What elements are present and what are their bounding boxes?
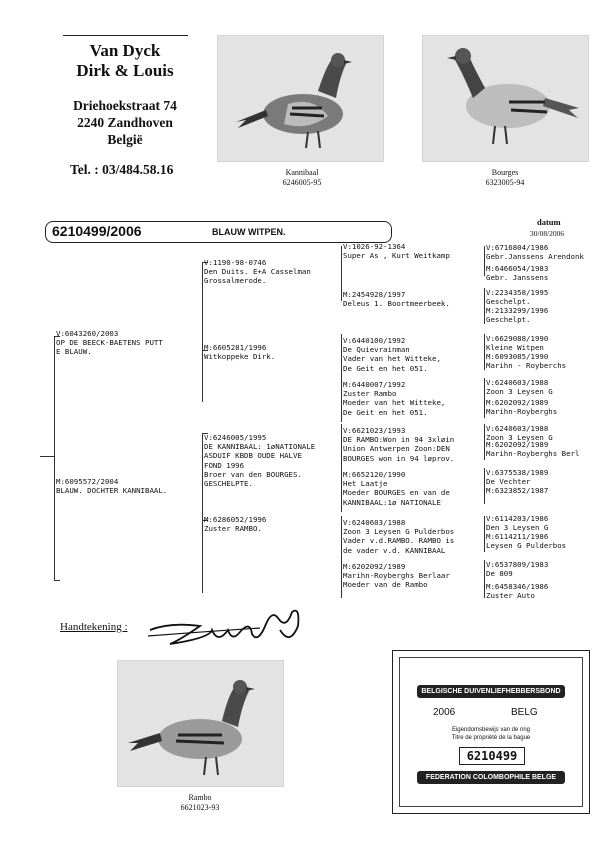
entry-ring: 6629088/1990 [494, 334, 549, 343]
entry-line: De 809 [486, 569, 513, 579]
gen4-entry [486, 378, 553, 396]
breeder-name-line2: Dirk & Louis [76, 61, 174, 80]
entry-tag: V: [486, 424, 495, 433]
grandsire-maternal-entry [204, 433, 315, 488]
gen4-entry [486, 582, 548, 600]
entry-line: Zoon 3 Leysen G Pulderbos [343, 527, 455, 537]
entry-line: Het Laatje [343, 479, 388, 489]
entry-line: Broer van den BOURGES. [204, 469, 302, 479]
entry-ring: 6440100/1992 [351, 336, 406, 345]
dam-ring: 6095572/2004 [64, 477, 119, 486]
entry-line: Union Antwerpen Zoon:DEN [343, 444, 450, 454]
entry-line: De Geit en het 051. [343, 407, 428, 417]
entry-line: FOND 1996 [204, 460, 245, 470]
mother-name: Bourges [491, 168, 519, 177]
entry-line: Den Duits. E+A Casselman [204, 267, 311, 277]
entry-ring: 2133299/1996 [494, 306, 549, 315]
entry-line: De Vechter [486, 477, 531, 487]
datum-value: 30/08/2006 [530, 229, 565, 238]
entry-tag: M: [343, 470, 352, 479]
seal-year: 2006 [433, 707, 456, 718]
gen3-entry [343, 242, 450, 260]
entry-line: De Quievrainman [343, 345, 410, 355]
entry-ring: 6240603/1988 [494, 378, 549, 387]
entry-ring: 6537809/1983 [494, 560, 549, 569]
entry-ring: 1026-92-1364 [351, 242, 406, 251]
entry-line: Moeder BOURGES en van de [343, 488, 450, 498]
entry-line: Marihn - Royberchs [486, 361, 567, 371]
entry-line: Marihn-Royberghs Berlaar [343, 571, 450, 581]
entry-ring: 1190-98-0746 [212, 258, 267, 267]
entry-line: Marihn-Royberghs Berl [486, 449, 580, 459]
entry-line: ASDUIF KBDB OUDE HALVE [204, 451, 302, 461]
entry-ring: 6323852/1987 [494, 486, 549, 495]
gen4-entry [486, 264, 548, 282]
entry-tag: M: [486, 306, 495, 315]
entry-tag: M: [343, 380, 352, 389]
pigeon-icon [218, 36, 383, 161]
entry-line: Marihn-Royberghs [486, 407, 558, 417]
pigeon-icon [118, 661, 283, 786]
datum-label: datum [537, 217, 561, 227]
entry-tag: V: [343, 242, 352, 251]
gen4-entry [486, 514, 548, 532]
entry-tag: V: [486, 288, 495, 297]
granddam-maternal-entry [204, 515, 266, 533]
entry-line: Gebr.Janssens Arendonk [486, 252, 584, 262]
entry-ring: 6114203/1986 [494, 514, 549, 523]
entry-line: De Geit en het 051. [343, 363, 428, 373]
entry-line: Vader v.d.RAMBO. RAMBO is [343, 536, 455, 546]
entry-line: Zoon 3 Leysen G [486, 387, 553, 397]
entry-line: Moeder van de Rambo [343, 580, 428, 590]
entry-tag: M: [486, 486, 495, 495]
entry-ring: 6375538/1989 [494, 468, 549, 477]
seal-bottom-banner: FEDERATION COLOMBOPHILE BELGE [417, 771, 565, 784]
mother-ring: 6323005-94 [485, 178, 525, 187]
entry-ring: 6246005/1995 [212, 433, 267, 442]
entry-line: de vader v.d. KANNIBAAL [343, 545, 446, 555]
entry-line: GESCHELPTE. [204, 479, 253, 489]
father-name: Kannibaal [285, 168, 319, 177]
entry-line: KANNIBAAL:1ø NATIONALE [343, 497, 441, 507]
entry-line: Gebr. Janssens [486, 273, 549, 283]
address-street: Driehoekstraat 74 [73, 98, 177, 113]
gen4-entry [486, 398, 557, 416]
gen3-entry [343, 562, 450, 590]
gen4-entry [486, 243, 584, 261]
address-city: 2240 Zandhoven [77, 115, 173, 130]
entry-tag: M: [486, 352, 495, 361]
entry-ring: 6240603/1988 [351, 518, 406, 527]
entry-line: Geschelpt. [486, 315, 531, 325]
entry-tag: V: [486, 334, 495, 343]
seal-line2: Titre de propriété de la bague [451, 735, 531, 741]
entry-tag: V: [204, 433, 213, 442]
entry-tag: V: [204, 258, 213, 267]
seal-top-banner: BELGISCHE DUIVENLIEFHEBBERSBOND [417, 685, 565, 698]
granddam-paternal-entry [204, 343, 275, 361]
entry-tag: V: [486, 514, 495, 523]
extra-caption [165, 793, 235, 813]
gen4-entry [486, 288, 548, 306]
dam-tag: M: [56, 477, 65, 486]
entry-tag: V: [343, 426, 352, 435]
sire-entry [56, 329, 163, 357]
entry-ring: 6240603/1988 [494, 424, 549, 433]
entry-line: DE KANNIBAAL: 1øNATIONALE [204, 442, 316, 452]
entry-tag: V: [486, 560, 495, 569]
gen4-entry [486, 334, 548, 352]
gen4-entry [486, 532, 566, 550]
entry-line: Super As , Kurt Weitkamp [343, 251, 450, 261]
entry-ring: 2454928/1997 [351, 290, 406, 299]
signature-icon [140, 600, 310, 655]
entry-ring: 6286052/1996 [212, 515, 267, 524]
entry-ring: 6652120/1990 [351, 470, 406, 479]
entry-ring: 6466054/1983 [494, 264, 549, 273]
seal-line1: Eigendomsbewijs van de ring [451, 727, 531, 733]
entry-line: Zoon 3 Leysen G [486, 433, 553, 443]
entry-line: DE RAMBO:Won in 94 3xløin [343, 435, 455, 445]
entry-ring: 2234358/1995 [494, 288, 549, 297]
gen4-entry [486, 560, 548, 578]
entry-ring: 6716804/1986 [494, 243, 549, 252]
telephone: Tel. : 03/484.58.16 [70, 162, 174, 177]
entry-tag: V: [343, 518, 352, 527]
signature [140, 600, 310, 655]
entry-line: Zuster RAMBO. [204, 524, 262, 534]
gen3-entry [343, 380, 445, 417]
grandsire-paternal-entry [204, 258, 311, 286]
pigeon-icon [423, 36, 588, 161]
entry-line: Geschelpt. [486, 297, 531, 307]
pigeon-name: BLAUW WITPEN. [212, 227, 286, 237]
entry-ring: 6093085/1990 [494, 352, 549, 361]
signature-label: Handtekening : [60, 621, 128, 633]
entry-line: Zuster Rambo [343, 389, 397, 399]
entry-line: BOURGES won in 94 løprov. [343, 453, 455, 463]
extra-name: Rambo [188, 793, 212, 802]
gen3-entry [343, 426, 454, 463]
father-photo [217, 35, 384, 162]
entry-line: Leysen G Pulderbos [486, 541, 567, 551]
address-country: België [107, 132, 143, 147]
header-rule-top [63, 35, 188, 36]
entry-ring: 6440007/1992 [351, 380, 406, 389]
gen3-entry [343, 290, 450, 308]
breeder-name-line1: Van Dyck [89, 41, 161, 60]
entry-tag: M: [343, 562, 352, 571]
gen4-entry [486, 468, 548, 486]
gen3-entry [343, 336, 441, 373]
entry-tag: V: [486, 243, 495, 252]
entry-tag: V: [486, 378, 495, 387]
sire-line: E BLAUW. [56, 347, 92, 357]
entry-line: Witkoppeke Dirk. [204, 352, 276, 362]
entry-line: Zuster Auto [486, 591, 535, 601]
seal-ring-number: 6210499 [459, 747, 525, 765]
entry-tag: V: [343, 336, 352, 345]
ring-certificate-seal [392, 650, 590, 814]
entry-line: Grossalmerode. [204, 276, 267, 286]
father-ring: 6246005-95 [282, 178, 322, 187]
entry-line: Moeder van het Witteke, [343, 398, 446, 408]
entry-tag: M: [486, 264, 495, 273]
father-caption [267, 168, 337, 188]
entry-ring: 6621023/1993 [351, 426, 406, 435]
extra-photo [117, 660, 284, 787]
mother-photo [422, 35, 589, 162]
entry-tag: V: [486, 468, 495, 477]
entry-tag: M: [343, 290, 352, 299]
entry-tag: M: [486, 582, 495, 591]
entry-ring: 6202092/1989 [494, 440, 549, 449]
dam-entry [56, 477, 167, 495]
gen3-entry [343, 470, 450, 507]
sire-tag: V: [56, 329, 65, 338]
entry-line: Vader van het Witteke, [343, 354, 441, 364]
mother-caption [470, 168, 540, 188]
entry-ring: 6202092/1989 [494, 398, 549, 407]
entry-tag: M: [486, 440, 495, 449]
pigeon-ring-number: 6210499/2006 [52, 223, 142, 239]
entry-tag: M: [204, 515, 213, 524]
sire-line: OP DE BEECK-BAETENS PUTT [56, 338, 163, 348]
seal-country: BELG [511, 707, 538, 718]
gen3-entry [343, 518, 454, 555]
entry-ring: 6605281/1996 [212, 343, 267, 352]
entry-line: Kleine Witpen [486, 343, 544, 353]
entry-ring: 6202092/1989 [351, 562, 406, 571]
dam-line: BLAUW. DOCHTER KANNIBAAL. [56, 486, 168, 496]
sire-ring: 6043260/2003 [64, 329, 119, 338]
gen4-entry [486, 486, 548, 495]
gen4-entry [486, 352, 566, 370]
extra-ring: 6621023-93 [180, 803, 220, 812]
entry-tag: M: [204, 343, 213, 352]
entry-ring: 6458346/1986 [494, 582, 549, 591]
entry-ring: 6114211/1986 [494, 532, 549, 541]
gen4-entry [486, 440, 579, 458]
entry-tag: M: [486, 398, 495, 407]
gen4-entry [486, 306, 548, 324]
entry-tag: M: [486, 532, 495, 541]
entry-line: Deleus 1. Boortmeerbeek. [343, 299, 450, 309]
entry-line: Den 3 Leysen G [486, 523, 549, 533]
